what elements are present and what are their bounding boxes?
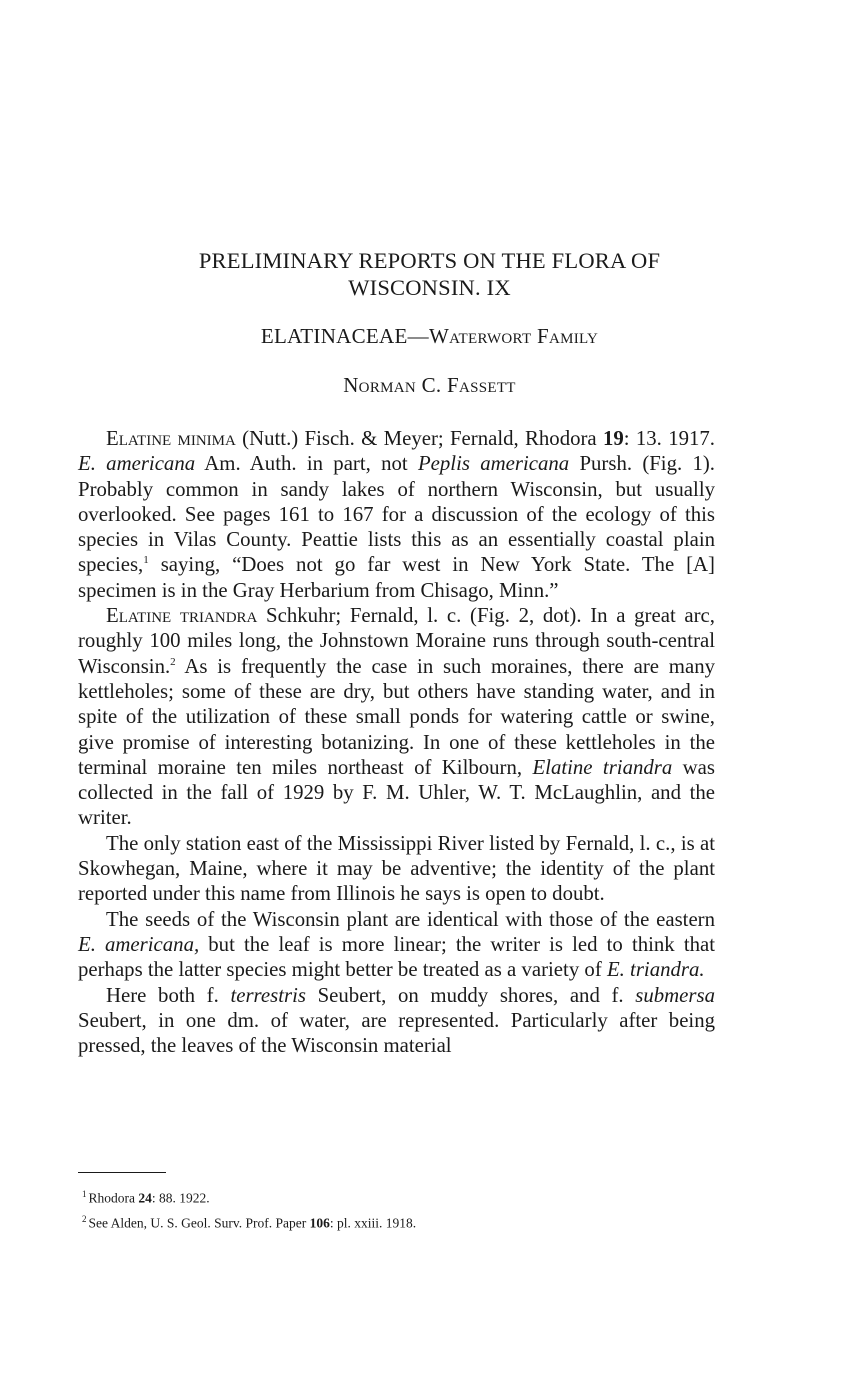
text-run: : 88. 1922. — [151, 1190, 210, 1206]
footnote-1 — [82, 1184, 682, 1209]
text-run: Rhodora — [88, 1190, 139, 1206]
title-line-1: PRELIMINARY REPORTS ON THE FLORA OF — [198, 248, 661, 273]
species-name: Elatine triandra — [532, 755, 673, 779]
volume-number: 19 — [602, 427, 624, 450]
paragraph-station: The only station east of the Mississippi River listed by Fernald, l. c., is at Skowhegan, Maine, where it may be adventive; the identity of the plant reported under this name from Illinois he says is open to doubt. — [78, 831, 715, 906]
text-run: was collected in the fall of 1929 by F. M. Uhler, W. T. McLaughlin, and the writer. — [78, 755, 715, 830]
text-run: Am. Auth. in part, not — [195, 452, 418, 476]
form-name: terrestris — [230, 983, 306, 1007]
synonym: Peplis americana — [417, 452, 570, 476]
article-title — [0, 247, 859, 301]
author-name: Norman C. Fassett — [343, 373, 516, 397]
form-name: submersa — [635, 983, 715, 1007]
text-run: saying, “Does not go far west in New York State. The [A] specimen is in the Gray Herbarium from Chisago, Minn.” — [78, 553, 715, 602]
family-heading — [0, 324, 859, 349]
family-common-name: Waterwort Family — [428, 324, 599, 348]
text-run: Here both f. — [106, 983, 231, 1007]
text-run: The seeds of the Wisconsin plant are identical with those of the eastern — [106, 907, 715, 931]
species-heading: Elatine triandra — [106, 604, 258, 628]
paragraph-seeds — [78, 907, 715, 983]
footnote-2 — [82, 1209, 682, 1234]
text-run: As is frequently the case in such moraines, there are many kettleholes; some of these are dry, but others have standing water, and in spite of the utilization of these small ponds for watering cattle or swine, give promise of interesting botanizing. In one of these kettleholes in the terminal moraine ten miles northeast of Kilbourn, — [78, 654, 715, 779]
text-run: : 13. 1917. — [623, 427, 715, 450]
text-run: Schkuhr; Fernald, l. c. (Fig. 2, dot). In a great arc, roughly 100 miles long, the Johnstown Moraine runs through south-central Wisconsin. — [78, 604, 715, 678]
footnote-mark: 2 — [82, 1213, 87, 1224]
paragraph-elatine-triandra — [78, 603, 715, 831]
footnote-rule — [78, 1172, 166, 1173]
text-run: (Nutt.) Fisch. & Meyer; Fernald, Rhodora — [235, 427, 603, 450]
text-run: but the leaf is more linear; the writer is led to think that perhaps the latter species might better be treated as a variety of — [78, 932, 715, 982]
species-name: E. americana, — [78, 932, 200, 956]
species-heading: Elatine minima — [106, 427, 236, 450]
footnote-ref[interactable]: 2 — [170, 655, 176, 668]
text-run: : pl. xxiii. 1918. — [329, 1215, 417, 1230]
family-dash: — — [407, 324, 429, 348]
species-name: E. triandra. — [606, 958, 705, 982]
text-run: See Alden, U. S. Geol. Surv. Prof. Paper — [88, 1215, 310, 1230]
family-name: ELATINACEAE — [260, 324, 408, 348]
title-line-2: WISCONSIN. IX — [348, 275, 511, 300]
text-run: Seubert, on muddy shores, and f. — [305, 983, 636, 1007]
text-run: Seubert, in one dm. of water, are represented. Particularly after being pressed, the leaves of the Wisconsin material — [78, 1008, 715, 1058]
synonym: E. americana — [78, 452, 196, 476]
footnote-mark: 1 — [82, 1189, 87, 1199]
text-run: Pursh. (Fig. 1). Probably common in sandy lakes of northern Wisconsin, but usually overlooked. See pages 161 to 167 for a discussion of the ecology of this species in Vilas County. Peattie lists this as an essentially coastal plain species, — [78, 452, 715, 577]
paragraph-elatine-minima — [78, 426, 715, 603]
volume-number: 106 — [309, 1215, 330, 1230]
paragraph-forms — [78, 983, 715, 1059]
footnote-ref[interactable]: 1 — [143, 554, 149, 567]
article-body — [78, 426, 715, 1058]
footnotes — [82, 1184, 682, 1233]
volume-number: 24 — [138, 1190, 152, 1206]
